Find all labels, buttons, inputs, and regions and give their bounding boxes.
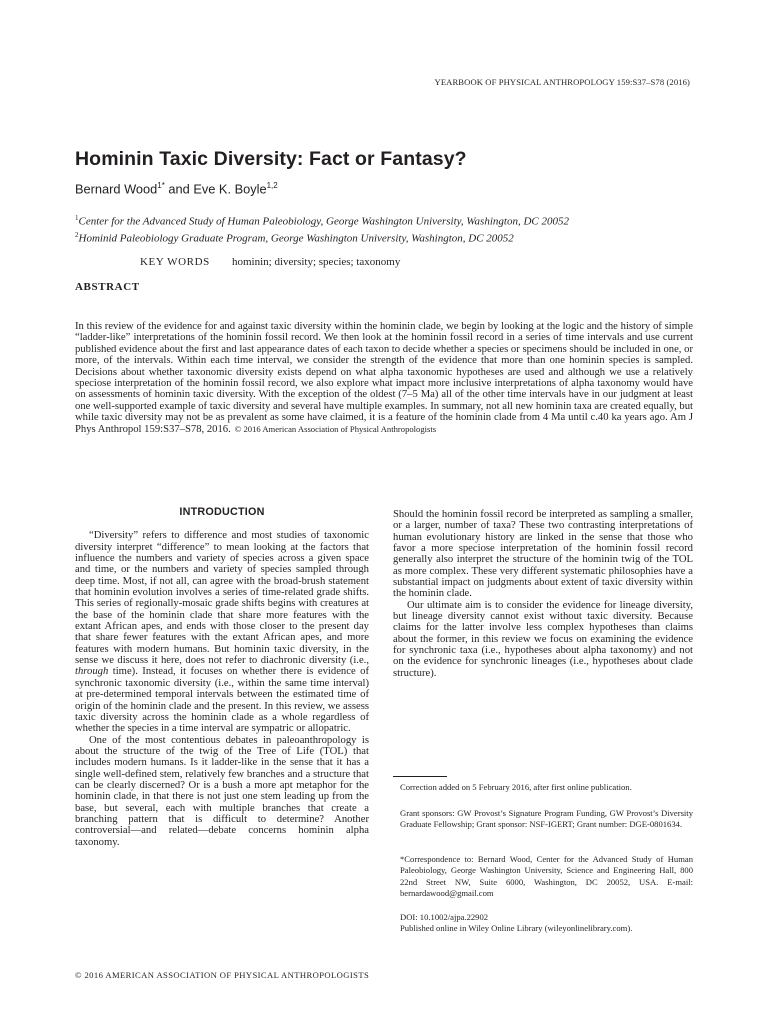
footnote-correction: Correction added on 5 February 2016, after first online publication. bbox=[400, 782, 632, 792]
running-head: YEARBOOK OF PHYSICAL ANTHROPOLOGY 159:S37–S78 (2016) bbox=[434, 77, 690, 87]
published-online: Published online in Wiley Online Library (wileyonlinelibrary.com). bbox=[400, 923, 633, 934]
keywords-label: KEY WORDS bbox=[140, 256, 210, 268]
abstract-heading: ABSTRACT bbox=[75, 281, 140, 293]
author-superscript: 1,2 bbox=[266, 181, 278, 190]
affiliation-item bbox=[75, 229, 569, 246]
footnote-publication bbox=[400, 912, 693, 935]
paragraph-text: time). Instead, it focuses on whether there is evidence of synchronic taxonomic diversity (i.e., within the same time interval) at pre-determined temporal intervals between the estimated time of origin of the hominin clade and the present. In this review, we assess taxic diversity across the hominin clade as a whole regardless of whether the species in a time interval are sympatric or allopatric. bbox=[75, 666, 369, 735]
emphasis-text: through bbox=[75, 666, 109, 678]
keywords-value: hominin; diversity; species; taxonomy bbox=[232, 256, 401, 268]
doi: DOI: 10.1002/ajpa.22902 bbox=[400, 912, 489, 922]
footnote-correspondence: *Correspondence to: Bernard Wood, Center for the Advanced Study of Human Paleobiology, George Washington University, Science and Engineering Hall, 800 22nd Street NW, Suite 6000, Washington, DC 20052, USA. E-mail: bernardawood@gmail.com bbox=[400, 854, 693, 898]
paragraph-text: “Diversity” refers to difference and most studies of taxonomic diversity interpret “difference” to mean looking at the factors that influence the numbers and variety of species across a given space and time, or the numbers and variety of species sampled through deep time. Most, if not all, can agree with the broad-brush statement that hominin evolution involves a series of time-related grade shifts. This series of regionally-mosaic grade shifts begins with creatures at the base of the hominin clade that share more features with the extant African apes, and ends with those closer to the present day that share fewer features with the extant African apes, and more features with modern humans. But hominin taxic diversity, in the sense we discuss it here, does not refer to diachronic diversity (i.e., bbox=[75, 530, 369, 667]
paragraph: Should the hominin fossil record be interpreted as sampling a smaller, or a larger, number of taxa? These two contrasting interpretations of human evolutionary history are linked in the sense that those who favor a more speciose interpretation of the hominin fossil record generally also interpret the structure of the hominin twig of the TOL as more complex. These very different systematic philosophies have a substantial impact on judgments about extent of taxic diversity within the hominin clade. bbox=[393, 509, 693, 600]
affiliation-number: 2 bbox=[75, 230, 79, 239]
keywords bbox=[140, 256, 400, 268]
abstract-text: In this review of the evidence for and against taxic diversity within the hominin clade, we begin by looking at the logic and the history of simple “ladder-like” interpretations of the hominin fossil record. We then look at the hominin fossil record in a series of time intervals and use current published evidence about the first and last appearance dates of each taxon to decide whether a species or specimens should be included in one, or more, of the intervals. Within each time interval, we consider the strength of the evidence that more than one hominin species is sampled. Decisions about whether taxonomic diversity exists depend on what alpha taxonomic hypotheses are used and although we use a relatively speciose interpretation of the hominin fossil record, we also explore what impact more inclusive interpretations of alpha taxonomy would have on assessments of hominin taxic diversity. With the exception of the oldest (7–5 Ma) all of the other time intervals have in our judgment at least one well-supported example of taxic diversity and several have multiple examples. In summary, not all new hominin taxa are created equally, but while taxic diversity may not be as prevalent as some have claimed, it is a feature of the hominin clade from 4 Ma until c.40 ka years ago. Am J Phys Anthropol 159:S37–S78, 2016. bbox=[75, 321, 693, 435]
article-title: Hominin Taxic Diversity: Fact or Fantasy? bbox=[75, 148, 467, 170]
section-heading: INTRODUCTION bbox=[179, 506, 265, 518]
affiliation-item bbox=[75, 212, 569, 229]
affiliations bbox=[75, 212, 569, 245]
affiliation-number: 1 bbox=[75, 214, 79, 222]
author-superscript: 1* bbox=[157, 181, 165, 190]
left-column bbox=[75, 507, 369, 848]
footnote-divider bbox=[393, 776, 447, 777]
affiliation-text: Center for the Advanced Study of Human Paleobiology, George Washington University, Washington, DC 20052 bbox=[78, 215, 569, 228]
author-line bbox=[75, 181, 278, 196]
author-name: Eve K. Boyle bbox=[193, 181, 267, 197]
paragraph: One of the most contentious debates in paleoanthropology is about the structure of the twig of the Tree of Life (TOL) that includes modern humans. Is it ladder-like in the sense that it has a single well-defined stem, relatively few branches and a structure that can be clearly discerned? Or is a bush a more apt metaphor for the hominin clade, in that there is not just one stem leading up from the base, but several, each with multiple branches that create a branching pattern that is difficult to determine? Another controversial—and related—debate concerns hominin alpha taxonomy. bbox=[75, 734, 369, 848]
author-conjunction: and bbox=[164, 181, 194, 197]
paragraph: Our ultimate aim is to consider the evidence for lineage diversity, but lineage diversity cannot exist without taxic diversity. Because claims for the latter involve less complex hypotheses than claims about the former, in this review we focus on examining the evidence for synchronic taxa (i.e., hypotheses about alpha taxonomy) and not on the evidence for synchronic lineages (i.e., hypotheses about clade structure). bbox=[393, 599, 693, 679]
abstract-copyright: © 2016 American Association of Physical Anthropologists bbox=[234, 423, 437, 434]
page-footer: © 2016 AMERICAN ASSOCIATION OF PHYSICAL ANTHROPOLOGISTS bbox=[75, 970, 370, 980]
author-name: Bernard Wood bbox=[75, 181, 158, 197]
right-column bbox=[393, 509, 693, 679]
footnote-grants: Grant sponsors: GW Provost’s Signature Program Funding, GW Provost’s Diversity Graduate Fellowship; Grant sponsor: NSF-IGERT; Grant number: DGE-0801634. bbox=[400, 808, 693, 830]
affiliation-text: Hominid Paleobiology Graduate Program, George Washington University, Washington, DC 20052 bbox=[78, 232, 514, 245]
abstract-body bbox=[75, 321, 693, 435]
paragraph bbox=[75, 530, 369, 734]
